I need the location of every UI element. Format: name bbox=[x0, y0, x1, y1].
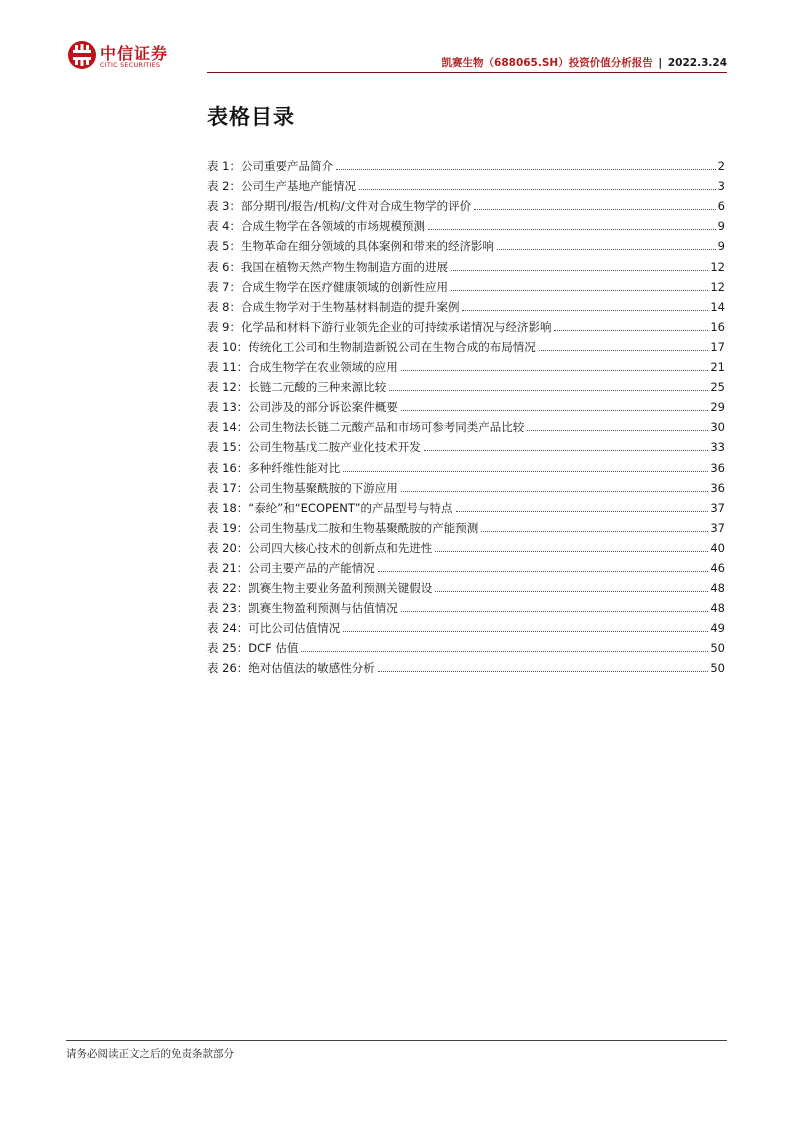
toc-dot-leader bbox=[554, 330, 708, 331]
toc-dot-leader bbox=[301, 651, 708, 652]
toc-entry[interactable] bbox=[207, 194, 725, 214]
toc-entry[interactable] bbox=[207, 496, 725, 516]
toc-entry-page[interactable]: 2 bbox=[717, 159, 725, 174]
toc-entry[interactable] bbox=[207, 536, 725, 556]
toc-entry[interactable] bbox=[207, 415, 725, 435]
toc-entry[interactable] bbox=[207, 656, 725, 676]
citic-logo-icon bbox=[67, 40, 97, 70]
toc-entry[interactable] bbox=[207, 516, 725, 536]
toc-entry-page[interactable]: 17 bbox=[710, 339, 725, 354]
toc-entry-page[interactable]: 14 bbox=[710, 299, 725, 314]
toc-entry-label[interactable]: 表 17：公司生物基聚酰胺的下游应用 bbox=[207, 480, 398, 495]
toc-entry-page[interactable]: 16 bbox=[710, 319, 725, 334]
toc-entry-label[interactable]: 表 21：公司主要产品的产能情况 bbox=[207, 560, 375, 575]
toc-entry-label[interactable]: 表 5：生物革命在细分领域的具体案例和带来的经济影响 bbox=[207, 239, 494, 254]
toc-entry[interactable] bbox=[207, 395, 725, 415]
toc-entry-label[interactable]: 表 10：传统化工公司和生物制造新锐公司在生物合成的布局情况 bbox=[207, 339, 536, 354]
toc-entry-label[interactable]: 表 4：合成生物学在各领域的市场规模预测 bbox=[207, 219, 425, 234]
toc-entry-label[interactable]: 表 24：可比公司估值情况 bbox=[207, 621, 341, 636]
header-separator: | bbox=[658, 57, 663, 69]
toc-dot-leader bbox=[527, 430, 708, 431]
toc-entry-label[interactable]: 表 9：化学品和材料下游行业领先企业的可持续承诺情况与经济影响 bbox=[207, 319, 552, 334]
toc-entry-page[interactable]: 49 bbox=[710, 621, 725, 636]
toc-entry-page[interactable]: 29 bbox=[710, 400, 725, 415]
toc-dot-leader bbox=[401, 611, 709, 612]
toc-entry-page[interactable]: 30 bbox=[710, 420, 725, 435]
toc-entry[interactable] bbox=[207, 174, 725, 194]
toc-entry[interactable] bbox=[207, 355, 725, 375]
toc-entry[interactable] bbox=[207, 234, 725, 254]
toc-dot-leader bbox=[378, 571, 709, 572]
report-header bbox=[442, 55, 727, 70]
toc-entry-page[interactable]: 33 bbox=[710, 440, 725, 455]
toc-dot-leader bbox=[401, 410, 709, 411]
report-date: 2022.3.24 bbox=[667, 57, 727, 69]
toc-entry-label[interactable]: 表 2：公司生产基地产能情况 bbox=[207, 179, 356, 194]
brand-name-cn: 中信证券 bbox=[100, 44, 169, 63]
toc-entry[interactable] bbox=[207, 596, 725, 616]
toc-entry-page[interactable]: 37 bbox=[710, 520, 725, 535]
toc-entry[interactable] bbox=[207, 556, 725, 576]
toc-entry-page[interactable]: 48 bbox=[710, 581, 725, 596]
toc-dot-leader bbox=[497, 249, 716, 250]
toc-entry-page[interactable]: 12 bbox=[710, 259, 725, 274]
toc-entry-page[interactable]: 25 bbox=[710, 380, 725, 395]
toc-dot-leader bbox=[435, 591, 708, 592]
toc-entry-label[interactable]: 表 14：公司生物法长链二元酸产品和市场可参考同类产品比较 bbox=[207, 420, 525, 435]
brand-name-en: CITIC SECURITIES bbox=[100, 61, 161, 69]
toc-entry-label[interactable]: 表 6：我国在植物天然产物生物制造方面的进展 bbox=[207, 259, 448, 274]
toc-dot-leader bbox=[462, 310, 708, 311]
toc-entry[interactable] bbox=[207, 375, 725, 395]
toc-entry-label[interactable]: 表 12：长链二元酸的三种来源比较 bbox=[207, 380, 387, 395]
toc-dot-leader bbox=[401, 370, 709, 371]
toc-entry-page[interactable]: 9 bbox=[717, 219, 725, 234]
toc-dot-leader bbox=[424, 450, 709, 451]
toc-entry-label[interactable]: 表 26：绝对估值法的敏感性分析 bbox=[207, 661, 375, 676]
toc-entry-label[interactable]: 表 3：部分期刊/报告/机构/文件对合成生物学的评价 bbox=[207, 199, 472, 214]
toc-entry-page[interactable]: 37 bbox=[710, 500, 725, 515]
toc-entry[interactable] bbox=[207, 455, 725, 475]
toc-entry-label[interactable]: 表 1：公司重要产品简介 bbox=[207, 159, 333, 174]
toc-entry-label[interactable]: 表 23：凯赛生物盈利预测与估值情况 bbox=[207, 601, 398, 616]
toc-entry-label[interactable]: 表 8：合成生物学对于生物基材料制造的提升案例 bbox=[207, 299, 460, 314]
toc-entry-page[interactable]: 40 bbox=[710, 540, 725, 555]
toc-entry[interactable] bbox=[207, 335, 725, 355]
page-title: 表格目录 bbox=[207, 105, 295, 129]
toc-dot-leader bbox=[359, 189, 716, 190]
toc-entry[interactable] bbox=[207, 275, 725, 295]
toc-entry-label[interactable]: 表 19：公司生物基戊二胺和生物基聚酰胺的产能预测 bbox=[207, 520, 479, 535]
toc-entry-label[interactable]: 表 15：公司生物基戊二胺产业化技术开发 bbox=[207, 440, 421, 455]
toc-dot-leader bbox=[428, 229, 716, 230]
toc-entry-label[interactable]: 表 22：凯赛生物主要业务盈利预测关键假设 bbox=[207, 581, 433, 596]
toc-entry-label[interactable]: 表 13：公司涉及的部分诉讼案件概要 bbox=[207, 400, 398, 415]
report-title: 凯赛生物（688065.SH）投资价值分析报告 bbox=[441, 57, 653, 69]
toc-entry-label[interactable]: 表 16：多种纤维性能对比 bbox=[207, 460, 341, 475]
toc-dot-leader bbox=[401, 491, 709, 492]
toc-entry-label[interactable]: 表 25：DCF 估值 bbox=[207, 641, 299, 656]
footer-divider bbox=[66, 1040, 727, 1041]
toc-entry[interactable] bbox=[207, 315, 725, 335]
toc-dot-leader bbox=[336, 169, 716, 170]
toc-entry[interactable] bbox=[207, 214, 725, 234]
toc-dot-leader bbox=[343, 631, 708, 632]
toc-dot-leader bbox=[474, 209, 716, 210]
toc-dot-leader bbox=[389, 390, 708, 391]
toc-entry-page[interactable]: 6 bbox=[717, 199, 725, 214]
toc-entry-page[interactable]: 36 bbox=[710, 460, 725, 475]
citic-logo bbox=[67, 40, 187, 74]
toc-entry-label[interactable]: 表 20：公司四大核心技术的创新点和先进性 bbox=[207, 540, 433, 555]
toc-entry[interactable] bbox=[207, 295, 725, 315]
toc-dot-leader bbox=[378, 671, 709, 672]
toc-entry-page[interactable]: 3 bbox=[717, 179, 725, 194]
toc-entry[interactable] bbox=[207, 476, 725, 496]
toc-entry[interactable] bbox=[207, 435, 725, 455]
toc-entry-page[interactable]: 48 bbox=[710, 601, 725, 616]
toc-entry-label[interactable]: 表 18：“泰纶”和“ECOPENT”的产品型号与特点 bbox=[207, 500, 453, 515]
toc-entry[interactable] bbox=[207, 636, 725, 656]
toc-entry-page[interactable]: 50 bbox=[710, 641, 725, 656]
toc-entry-page[interactable]: 50 bbox=[710, 661, 725, 676]
toc-entry-page[interactable]: 46 bbox=[710, 560, 725, 575]
toc-entry[interactable] bbox=[207, 616, 725, 636]
toc-entry-label[interactable]: 表 11：合成生物学在农业领域的应用 bbox=[207, 360, 398, 375]
toc-dot-leader bbox=[451, 270, 708, 271]
toc-entry-page[interactable]: 36 bbox=[710, 480, 725, 495]
toc-dot-leader bbox=[539, 350, 709, 351]
toc-dot-leader bbox=[451, 290, 708, 291]
toc-entry-page[interactable]: 21 bbox=[710, 360, 725, 375]
header-divider bbox=[207, 72, 727, 73]
toc-entry-page[interactable]: 12 bbox=[710, 279, 725, 294]
footer-disclaimer: 请务必阅读正文之后的免责条款部分 bbox=[66, 1048, 234, 1060]
toc-dot-leader bbox=[343, 471, 708, 472]
table-of-tables bbox=[207, 154, 725, 676]
toc-entry-label[interactable]: 表 7：合成生物学在医疗健康领域的创新性应用 bbox=[207, 279, 448, 294]
toc-entry[interactable] bbox=[207, 576, 725, 596]
toc-dot-leader bbox=[481, 531, 708, 532]
toc-entry[interactable] bbox=[207, 254, 725, 274]
toc-dot-leader bbox=[456, 511, 709, 512]
toc-entry-page[interactable]: 9 bbox=[717, 239, 725, 254]
toc-dot-leader bbox=[435, 551, 708, 552]
toc-entry[interactable] bbox=[207, 154, 725, 174]
